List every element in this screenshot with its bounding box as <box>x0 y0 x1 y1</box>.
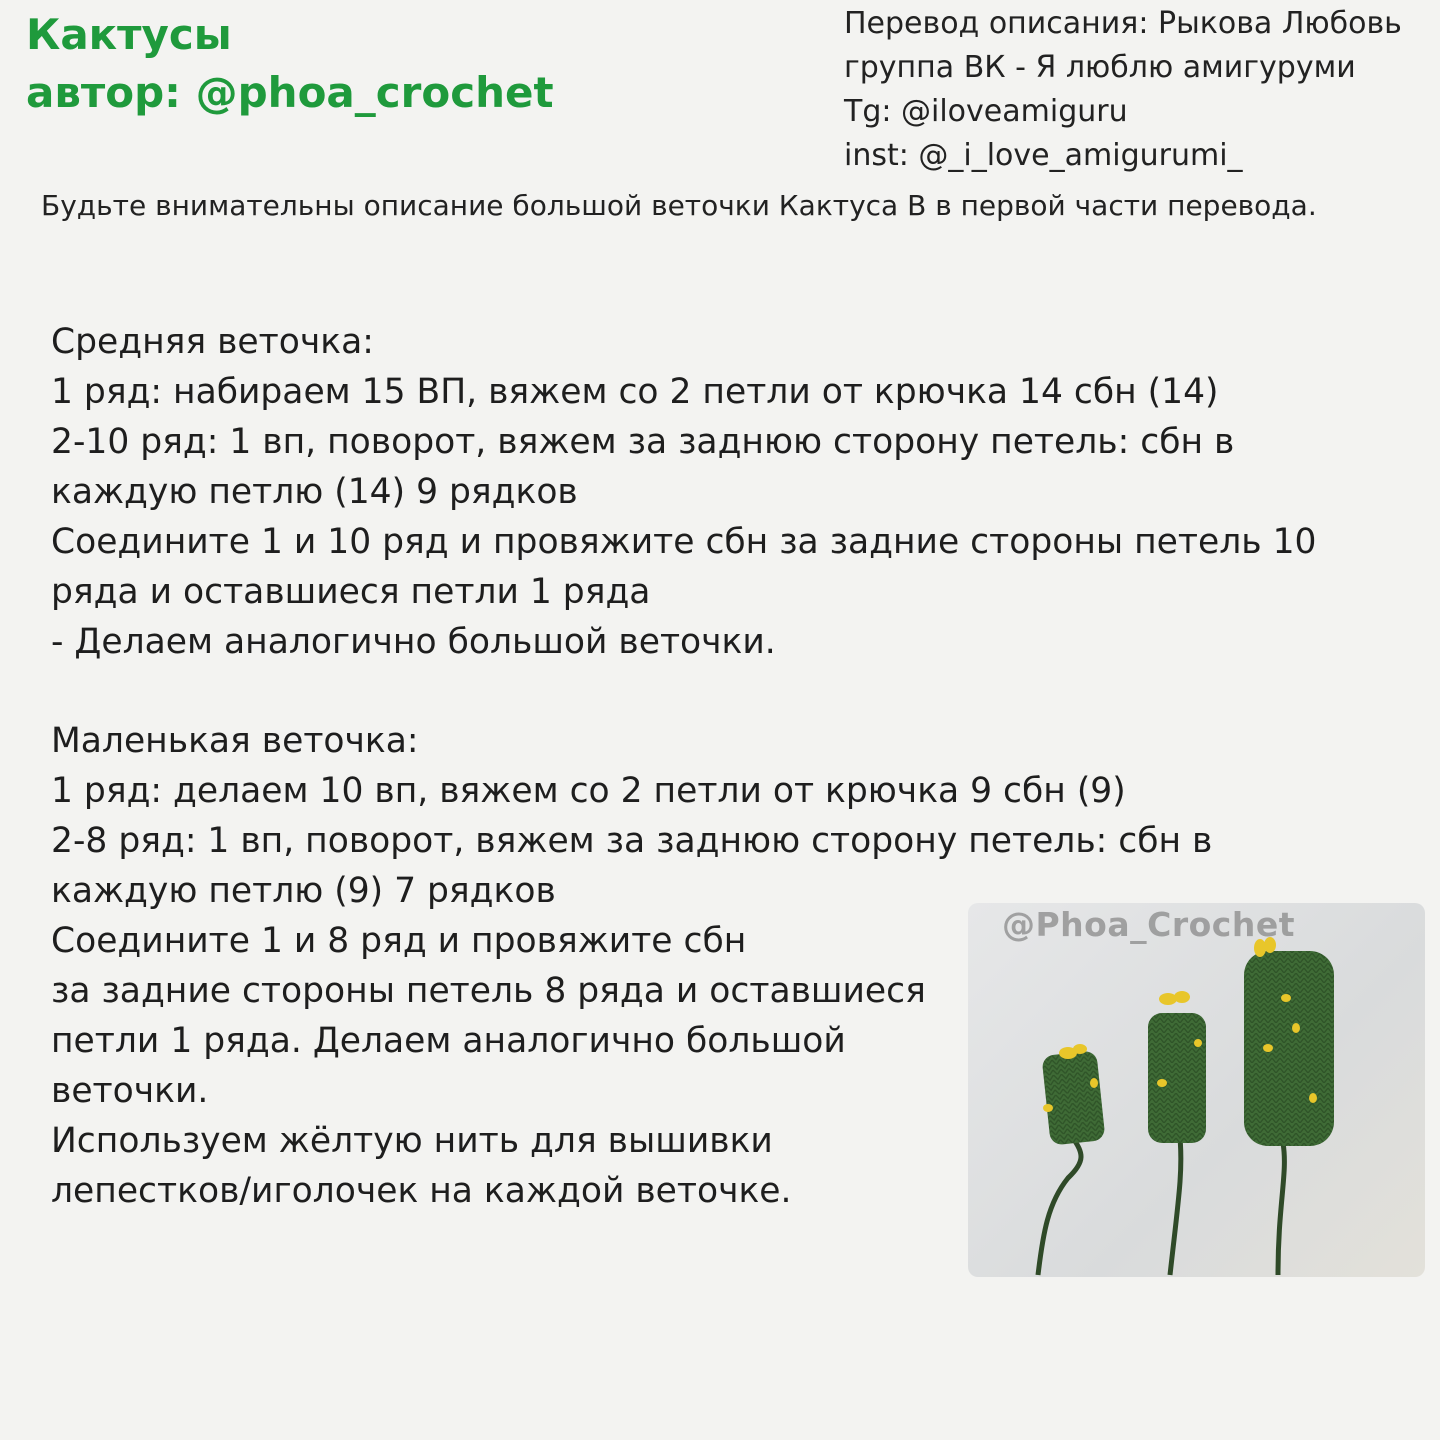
attention-note: Будьте внимательны описание большой веточки Кактуса В в первой части перевода. <box>41 189 1317 222</box>
credit-line: Перевод описания: Рыкова Любовь <box>844 6 1402 41</box>
stem-large <box>1278 1143 1284 1275</box>
stem-small <box>1038 1138 1081 1275</box>
title-line-1: Кактусы <box>26 10 232 59</box>
instruction-line: 2-8 ряд: 1 вп, поворот, вяжем за заднюю сторону петель: сбн в каждую петлю (9) 7 рядков <box>51 821 1213 911</box>
instruction-line: Соедините 1 и 8 ряд и провяжите сбн <box>51 921 747 961</box>
stem-medium <box>1170 1138 1181 1275</box>
title-line-2: автор: @phoa_crochet <box>26 68 554 117</box>
translation-credits <box>844 2 1440 178</box>
credit-line: группа ВК - Я люблю амигуруми <box>844 50 1356 85</box>
section-heading: Маленькая веточка: <box>51 721 419 761</box>
credit-line: inst: @_i_love_amigurumi_ <box>844 138 1243 173</box>
cactus-photo <box>968 903 1425 1277</box>
large-branch <box>1244 951 1334 1146</box>
instruction-line: 1 ряд: делаем 10 вп, вяжем со 2 петли от крючка 9 сбн (9) <box>51 771 1126 811</box>
credit-line: Tg: @iloveamiguru <box>844 94 1128 129</box>
instruction-line: Соедините 1 и 10 ряд и провяжите сбн за задние стороны петель 10 ряда и оставшиеся петли 1 ряда <box>51 522 1317 612</box>
medium-branch <box>1148 1013 1206 1143</box>
medium-branch-section <box>51 317 1391 667</box>
instruction-line: 2-10 ряд: 1 вп, поворот, вяжем за заднюю сторону петель: сбн в каждую петлю (14) 9 рядков <box>51 422 1235 512</box>
section-heading: Средняя веточка: <box>51 322 374 362</box>
crochet-cactus-illustration <box>968 903 1425 1277</box>
photo-watermark: @Phoa_Crochet <box>1002 905 1295 944</box>
instruction-line: 1 ряд: набираем 15 ВП, вяжем со 2 петли от крючка 14 сбн (14) <box>51 372 1219 412</box>
small-branch <box>1041 1050 1105 1145</box>
instruction-line: за задние стороны петель 8 ряда и оставшиеся петли 1 ряда. Делаем аналогично большой веточки. <box>51 971 926 1111</box>
instruction-line: - Делаем аналогично большой веточки. <box>51 622 776 662</box>
page-title <box>26 6 806 122</box>
instruction-line: Используем жёлтую нить для вышивки лепестков/иголочек на каждой веточке. <box>51 1121 792 1211</box>
